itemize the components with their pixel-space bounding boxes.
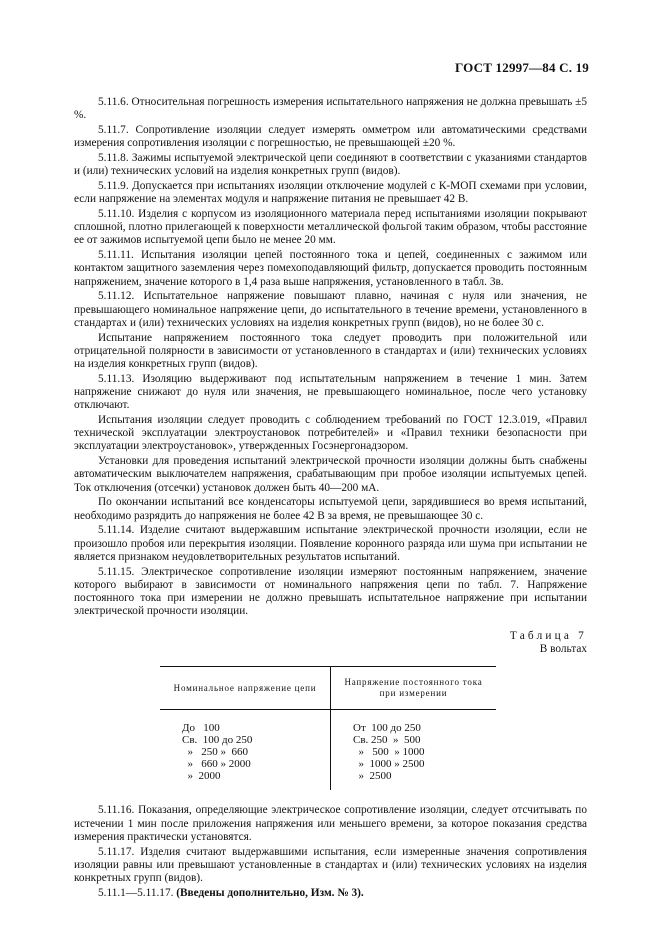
col2-value: » 1000 » 2500 [353,758,425,771]
table-caption [74,630,587,656]
col1-value: До 100 [182,722,220,735]
paragraph: Установки для проведения испытаний электрической прочности изоляции должны быть снабжены автоматическим выключателем напряжения, срабатывающим при пробое изоляции испытуемых цепей. Ток отключения (отсечки) установок должен быть 40—200 мА. [74,455,587,494]
table-7 [160,666,496,790]
col1-header: Номинальное напряжение цепи [160,667,331,710]
amendment-note [74,887,587,900]
paragraph: Испытания изоляции следует проводить с соблюдением требований по ГОСТ 12.3.019, «Правил технической эксплуатации электроустановок потребителей» и «Правил техники безопасности при эксплуатации электроустановок», утвержденных Госэнергонадзором. [74,414,587,453]
paragraph: 5.11.6. Относительная погрешность измерения испытательного напряжения не должна превышать ±5 %. [74,96,587,122]
paragraph: По окончании испытаний все конденсаторы испытуемой цепи, зарядившиеся во время испытаний, необходимо разрядить до напряжения не более 42 В за время, не превышающее 30 с. [74,496,587,522]
table-header-row [160,667,496,710]
col2-value: » 500 » 1000 [353,746,425,759]
paragraph: 5.11.9. Допускается при испытаниях изоляции отключение модулей с К-МОП схемами при условии, если напряжение на элементах модуля и напряжение питания не превышает 42 В. [74,180,587,206]
col2-value: » 2500 [353,770,392,783]
page-header: ГОСТ 12997—84 С. 19 [455,60,589,75]
table-title: Таблица 7 [509,630,587,643]
amendment-bold: (Введены дополнительно, Изм. № 3). [176,886,364,899]
col1-value: Св. 100 до 250 [182,734,253,747]
col2-value: Св. 250 » 500 [353,734,421,747]
paragraph: 5.11.14. Изделие считают выдержавшим испытание электрической прочности изоляции, если не произошло пробоя или перекрытия изоляции. Появление коронного разряда или шума при испытании не является признаком неудовлетворительных результатов испытаний. [74,524,587,563]
paragraph: 5.11.13. Изоляцию выдерживают под испытательным напряжением в течение 1 мин. Затем напряжение снижают до нуля или значения, не превышающего номинальное, после чего установку отключают. [74,372,587,412]
paragraph: 5.11.12. Испытательное напряжение повышают плавно, начиная с нуля или значения, не превышающего номинальное напряжение цепи, до испытательного в течение времени, установленного в стандартах и (или) технических условиях на изделия конкретных групп (видов), но не более 30 с. [74,290,587,329]
col2-cell [331,710,497,791]
paragraph: 5.11.8. Зажимы испытуемой электрической цепи соединяют в соответствии с указаниями стандартов и (или) технических условий на изделия конкретных групп (видов). [74,152,587,178]
paragraph: 5.11.15. Электрическое сопротивление изоляции измеряют постоянным напряжением, значение которого выбирают в зависимости от номинального напряжения цепи по табл. 7. Напряжение постоянного тока при измерении не должно превышать испытательное напряжение при испытании электрической прочности изоляции. [74,565,587,618]
table-row [160,710,496,791]
paragraph: 5.11.10. Изделия с корпусом из изоляционного материала перед испытаниями изоляции покрывают сплошной, плотно прилегающей к поверхности металлической фольгой таким образом, чтобы расстояние ее от зажимов испытуемой цепи было не менее 20 мм. [74,208,587,247]
col1-cell [160,710,331,791]
col1-value: » 250 » 660 [182,746,248,759]
col1-value: » 660 » 2000 [182,758,251,771]
col1-value: » 2000 [182,770,221,783]
col2-header: Напряжение постоянного тока при измерении [331,667,497,710]
paragraph: 5.11.17. Изделия считают выдержавшими испытания, если измеренные значения сопротивления изоляции равны или превышают установленные в стандартах и (или) технических условиях на изделия конкретных групп (видов). [74,845,587,885]
paragraph: 5.11.11. Испытания изоляции цепей постоянного тока и цепей, соединенных с зажимом или контактом защитного заземления через помехоподавляющий фильтр, допускается проводить постоянным напряжением, значение которого в 1,4 раза выше напряжения, установленного в табл. 3в. [74,249,587,288]
document-body [74,96,587,902]
paragraph: 5.11.7. Сопротивление изоляции следует измерять омметром или автоматическими средствами измерения сопротивления изоляции с погрешностью, не превышающей ±20 %. [74,124,587,150]
paragraph: 5.11.16. Показания, определяющие электрическое сопротивление изоляции, следует отсчитывать по истечении 1 мин после приложения напряжения или меньшего времени, за которое показания средства измерения практически установятся. [74,804,587,843]
paragraph: Испытание напряжением постоянного тока следует проводить при положительной или отрицательной полярности в зависимости от установленного в стандартах и (или) технических условиях на изделия конкретных групп (видов). [74,331,587,371]
table-units: В вольтах [539,643,587,656]
col2-value: От 100 до 250 [353,722,421,735]
amendment-prefix: 5.11.1—5.11.17. [98,886,174,899]
